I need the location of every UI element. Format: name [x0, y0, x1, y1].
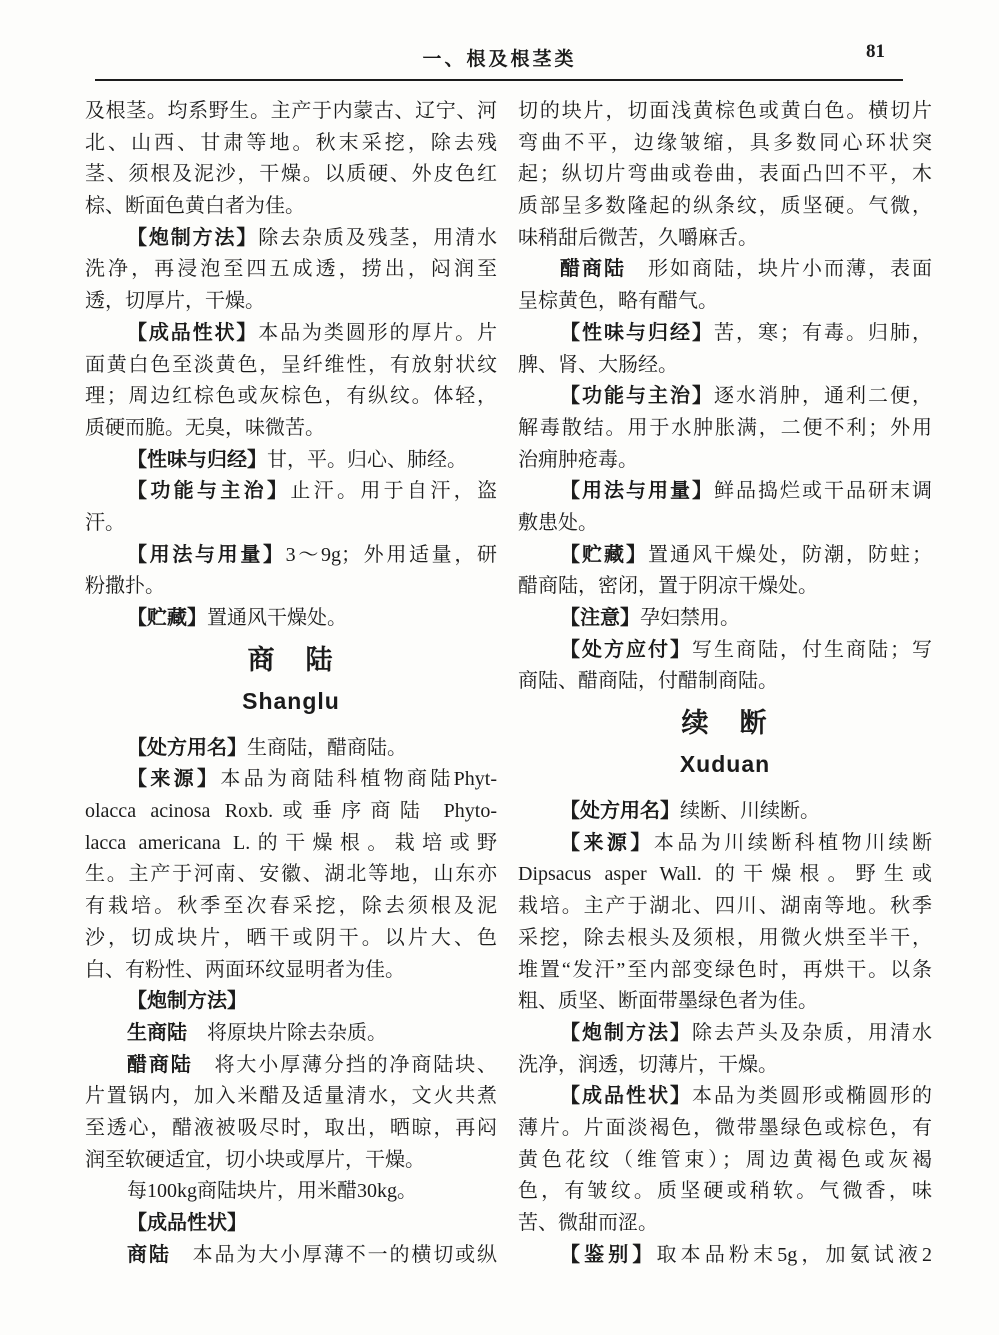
line-text: 起；纵切片弯曲或卷曲，表面凸凹不平，木 — [518, 163, 932, 186]
line-text: 沙，切成块片，晒干或阴干。以片大、色 — [85, 926, 497, 949]
text-line — [518, 1113, 932, 1145]
line-text: 粉撒扑。 — [85, 575, 165, 598]
text-line — [85, 191, 497, 223]
line-text: 鲜品捣烂或干品研末调 — [714, 480, 932, 503]
field-label: 【贮藏】 — [127, 607, 207, 629]
line-text: 面黄白色至淡黄色，呈纤维性，有放射状纹 — [85, 353, 497, 376]
line-text: 栽培。主产于湖北、四川、湖南等地。秋季 — [518, 895, 932, 918]
line-text: 片置锅内，加入米醋及适量清水，文火共煮 — [85, 1085, 497, 1108]
text-line — [85, 603, 497, 635]
text-line — [518, 159, 932, 191]
text-line — [518, 955, 932, 987]
line-text: Dipsacus asper Wall. 的干燥根。野生或 — [518, 863, 932, 886]
section-title: 一、根及根茎类 — [422, 49, 577, 70]
field-label: 【处方应付】 — [560, 638, 692, 661]
line-text: 弯曲不平，边缘皱缩，具多数同心环状突 — [518, 131, 932, 154]
field-label: 【功能与主治】 — [560, 385, 714, 408]
line-text: 白、有粉性、两面环纹显明者为佳。 — [85, 958, 405, 981]
text-line — [518, 286, 932, 318]
line-text: 粗、质坚、断面带墨绿色者为佳。 — [518, 990, 818, 1013]
text-line — [85, 476, 497, 508]
line-text: 薄片。片面淡褐色，微带墨绿色或棕色，有 — [518, 1116, 932, 1139]
field-label: 【炮制方法】 — [127, 226, 259, 249]
text-line — [518, 223, 932, 255]
text-line — [518, 413, 932, 445]
field-label: 【炮制方法】 — [127, 990, 247, 1013]
line-text: 脾、肾、大肠经。 — [518, 353, 678, 376]
line-text: 本品为大小厚薄不一的横切或纵 — [170, 1243, 497, 1266]
text-line — [85, 796, 497, 828]
line-text: 润至软硬适宜，切小块或厚片，干燥。 — [85, 1148, 425, 1171]
line-text: 至透心，醋液被吸尽时，取出，晒晾，再闷 — [85, 1116, 497, 1139]
text-line — [518, 508, 932, 540]
text-line — [85, 445, 497, 477]
line-text: 透，切厚片，干燥。 — [85, 290, 265, 313]
line-text: 苦，寒；有毒。归肺， — [714, 321, 932, 344]
line-text: 形如商陆，块片小而薄，表面 — [626, 258, 932, 281]
line-text: 本品为川续断科植物川续断 — [653, 831, 933, 854]
text-line — [85, 1050, 497, 1082]
line-text: 将大小厚薄分挡的净商陆块、 — [192, 1053, 497, 1076]
text-line — [518, 891, 932, 923]
text-line — [85, 571, 497, 603]
line-text: 除去杂质及残茎，用清水 — [258, 226, 497, 249]
line-text: 将原块片除去杂质。 — [187, 1021, 387, 1044]
text-line — [85, 1240, 497, 1272]
text-line — [85, 381, 497, 413]
line-text: 采挖，除去根头及须根，用微火烘至半干， — [518, 926, 932, 949]
text-line — [85, 159, 497, 191]
line-text: lacca americana L.的干燥根。栽培或野 — [85, 831, 497, 854]
line-text: 逐水消肿，通利二便， — [714, 385, 932, 408]
line-text: 除去芦头及杂质，用清水 — [692, 1021, 932, 1044]
text-line — [518, 1176, 932, 1208]
line-text: 取本品粉末5g，加氨试液2 — [656, 1243, 933, 1266]
line-text: 孕妇禁用。 — [640, 607, 740, 629]
field-label: 【性味与归经】 — [127, 448, 267, 471]
line-text: 质硬而脆。无臭，味微苦。 — [85, 416, 325, 439]
line-text: 茎、须根及泥沙，干燥。以质硬、外皮色红 — [85, 163, 497, 186]
text-line — [518, 796, 932, 828]
line-text: 本品为类圆形或椭圆形的 — [692, 1085, 932, 1108]
line-text: 苦、微甜而涩。 — [518, 1212, 658, 1234]
line-text: 黄色花纹（维管束）；周边黄褐色或灰褐 — [518, 1148, 932, 1171]
line-text: 切的块片，切面浅黄棕色或黄白色。横切片 — [518, 100, 932, 122]
text-line — [85, 1176, 497, 1208]
line-text: 理；周边红棕色或灰棕色，有纵纹。体轻， — [85, 385, 497, 408]
field-label: 商陆 — [127, 1243, 171, 1266]
field-label: 【性味与归经】 — [560, 321, 714, 344]
text-line — [518, 859, 932, 891]
text-line — [85, 508, 497, 540]
text-line — [518, 828, 932, 860]
text-line — [518, 350, 932, 382]
field-label: 【贮藏】 — [560, 543, 648, 566]
text-line — [85, 1018, 497, 1050]
text-line — [518, 191, 932, 223]
text-line — [85, 1208, 497, 1240]
text-line — [85, 254, 497, 286]
line-text: 甘，平。归心、肺经。 — [267, 448, 467, 471]
line-text: 及根茎。均系野生。主产于内蒙古、辽宁、河 — [85, 100, 497, 122]
text-line — [85, 96, 497, 128]
line-text: 每100kg商陆块片，用米醋30kg。 — [127, 1180, 417, 1203]
text-line — [85, 1081, 497, 1113]
line-text: 堆置“发汗”至内部变绿色时，再烘干。以条 — [518, 958, 932, 981]
page-number: 81 — [866, 41, 885, 62]
text-line — [518, 1208, 932, 1240]
line-text: 质部呈多数隆起的纵条纹，质坚硬。气微， — [518, 195, 932, 218]
text-line — [518, 96, 932, 128]
field-label: 【用法与用量】 — [127, 543, 286, 566]
text-line — [518, 635, 932, 667]
text-line — [85, 286, 497, 318]
line-text: 敷患处。 — [518, 511, 598, 534]
text-line — [85, 1113, 497, 1145]
text-line — [518, 318, 932, 350]
text-line — [518, 128, 932, 160]
line-text: 有栽培。秋季至次春采挖，除去须根及泥 — [85, 895, 497, 918]
line-text: 汗。 — [85, 511, 125, 534]
left-column — [85, 96, 497, 1271]
text-line — [85, 828, 497, 860]
field-label: 【成品性状】 — [127, 1212, 247, 1234]
text-line — [518, 923, 932, 955]
line-text: 色，有皱纹。质坚硬或稍软。气微香，味 — [518, 1180, 932, 1203]
text-line — [85, 733, 497, 765]
entry-title-zh: 续 断 — [681, 708, 769, 739]
line-text: 解毒散结。用于水肿胀满，二便不利；外用 — [518, 416, 932, 439]
text-line — [85, 540, 497, 572]
line-text: olacca acinosa Roxb.或垂序商陆 Phyto- — [85, 800, 497, 823]
line-text: 味稍甜后微苦，久嚼麻舌。 — [518, 226, 758, 249]
entry-heading — [85, 643, 497, 715]
text-line — [85, 986, 497, 1018]
entry-title-zh: 商 陆 — [247, 644, 335, 675]
text-line — [518, 254, 932, 286]
text-line — [518, 445, 932, 477]
line-text: 治痈肿疮毒。 — [518, 448, 638, 471]
field-label: 【鉴别】 — [560, 1243, 657, 1266]
field-label: 醋商陆 — [127, 1053, 193, 1076]
text-line — [518, 476, 932, 508]
text-line — [518, 1081, 932, 1113]
line-text: 北、山西、甘肃等地。秋末采挖，除去残 — [85, 131, 497, 154]
text-line — [85, 859, 497, 891]
field-label: 生商陆 — [127, 1021, 187, 1044]
text-line — [85, 923, 497, 955]
line-text: 呈棕黄色，略有醋气。 — [518, 290, 718, 313]
field-label: 醋商陆 — [560, 258, 626, 281]
field-label: 【用法与用量】 — [560, 480, 714, 503]
field-label: 【成品性状】 — [560, 1085, 692, 1108]
line-text: 洗净，润透，切薄片，干燥。 — [518, 1053, 778, 1076]
text-line — [518, 603, 932, 635]
line-text: 本品为类圆形的厚片。片 — [258, 321, 497, 344]
line-text: 生商陆，醋商陆。 — [247, 736, 407, 759]
line-text: 3～9g；外用适量，研 — [285, 543, 498, 566]
text-line — [85, 413, 497, 445]
page-body — [85, 96, 932, 1271]
line-text: 置通风干燥处，防潮，防蛀； — [648, 543, 932, 566]
text-line — [85, 1145, 497, 1177]
text-line — [518, 571, 932, 603]
field-label: 【炮制方法】 — [560, 1021, 692, 1044]
line-text: 置通风干燥处。 — [207, 607, 347, 629]
line-text: 续断、川续断。 — [680, 800, 820, 823]
line-text: 商陆、醋商陆，付醋制商陆。 — [518, 670, 778, 693]
text-line — [85, 223, 497, 255]
text-line — [85, 318, 497, 350]
text-line — [85, 955, 497, 987]
field-label: 【处方用名】 — [560, 800, 680, 823]
text-line — [518, 1145, 932, 1177]
text-line — [518, 381, 932, 413]
text-line — [518, 666, 932, 698]
field-label: 【来源】 — [127, 768, 221, 791]
text-line — [518, 1050, 932, 1082]
field-label: 【来源】 — [560, 831, 654, 854]
text-line — [518, 986, 932, 1018]
line-text: 醋商陆，密闭，置于阴凉干燥处。 — [518, 575, 818, 598]
line-text: 写生商陆，付生商陆；写 — [692, 638, 932, 661]
text-line — [518, 1240, 932, 1272]
text-line — [85, 350, 497, 382]
entry-title-pinyin: Xuduan — [679, 751, 771, 778]
line-text: 止汗。用于自汗，盗 — [290, 480, 498, 503]
text-line — [85, 764, 497, 796]
field-label: 【功能与主治】 — [127, 480, 291, 503]
entry-title-pinyin: Shanglu — [242, 687, 340, 714]
field-label: 【处方用名】 — [127, 736, 247, 759]
field-label: 【成品性状】 — [127, 321, 259, 344]
entry-heading — [518, 706, 932, 778]
header-rule — [95, 79, 903, 81]
line-text: 生。主产于河南、安徽、湖北等地，山东亦 — [85, 863, 497, 886]
field-label: 【注意】 — [560, 607, 640, 629]
text-line — [518, 1018, 932, 1050]
line-text: 本品为商陆科植物商陆Phyt- — [220, 768, 498, 791]
line-text: 洗净，再浸泡至四五成透，捞出，闷润至 — [85, 258, 497, 281]
right-column — [518, 96, 932, 1271]
text-line — [85, 128, 497, 160]
text-line — [518, 540, 932, 572]
text-line — [85, 891, 497, 923]
line-text: 棕、断面色黄白者为佳。 — [85, 195, 305, 218]
